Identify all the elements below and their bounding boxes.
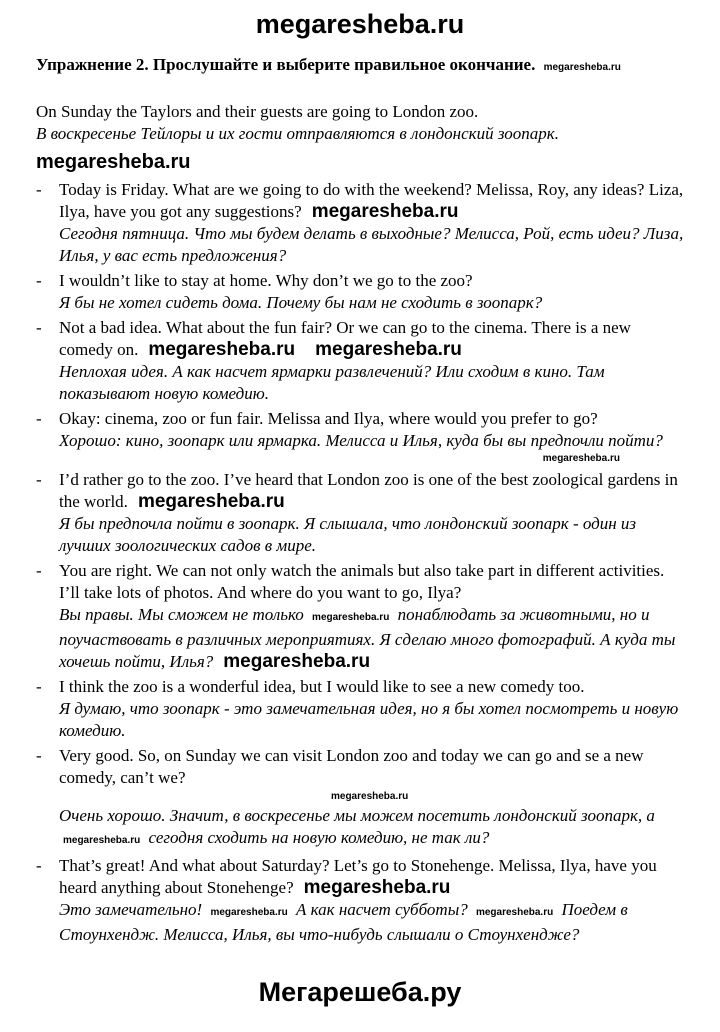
dialogue-en-line [59, 676, 684, 698]
dialogue-ru-line [59, 292, 684, 314]
text-segment: Я бы не хотел сидеть дома. Почему бы нам не сходить в зоопарк? [59, 293, 543, 312]
dialogue-item-body [59, 745, 684, 852]
page-header [36, 8, 684, 40]
watermark: megaresheba.ru [312, 612, 390, 623]
dialogue-item [36, 855, 684, 946]
watermark: megaresheba.ru [475, 907, 554, 918]
dash-marker: - [36, 746, 42, 765]
dialogue-item-body [59, 408, 684, 466]
watermark: megaresheba.ru [210, 907, 288, 918]
dialogue-ru-line [59, 698, 684, 742]
watermark: megaresheba.ru [542, 453, 620, 464]
dialogue-item-body [59, 270, 684, 314]
text-segment: Вы правы. Мы сможем не только [59, 605, 309, 624]
dialogue-en-line [59, 408, 684, 430]
watermark: megaresheba.ru [543, 62, 621, 73]
watermark: megaresheba.ru [315, 339, 462, 360]
dialogue-ru-line [59, 513, 684, 557]
intro-ru: В воскресенье Тейлоры и их гости отправляются в лондонский зоопарк. [36, 124, 559, 143]
text-segment: Я бы предпочла пойти в зоопарк. Я слышала, что лондонский зоопарк - один из лучших зоологических садов в мире. [59, 514, 637, 555]
text-segment: I think the zoo is a wonderful idea, but I would like to see a new comedy too. [59, 677, 585, 696]
text-segment: Today is Friday. What are we going to do with the weekend? Melissa, Roy, any ideas? Liza, Ilya, have you got any suggestions? [59, 180, 684, 221]
dialogue-item-body [59, 855, 684, 946]
text-segment: понаблюдать за животными, но и поучаствовать в различных мероприятиях. Я сделаю много фотографий. А куда ты хочешь пойти, Илья? [59, 605, 676, 671]
dash-marker: - [36, 318, 42, 337]
dialogue-en-line [59, 560, 684, 604]
dialogue-list [36, 179, 684, 946]
dialogue-item [36, 745, 684, 852]
text-segment: Very good. So, on Sunday we can visit London zoo and today we can go and se a new comedy, can’t we? [59, 746, 644, 787]
text-segment: You are right. We can not only watch the animals but also take part in different activities. I’ll take lots of photos. And where do you want to go, Ilya? [59, 561, 665, 602]
watermark: megaresheba.ru [36, 151, 191, 173]
dialogue-item [36, 270, 684, 314]
dash-marker: - [36, 180, 42, 199]
watermark: megaresheba.ru [148, 339, 296, 360]
dialogue-en-line [59, 270, 684, 292]
text-segment: Okay: cinema, zoo or fun fair. Melissa and Ilya, where would you prefer to go? [59, 409, 598, 428]
text-segment: Очень хорошо. Значит, в воскресенье мы можем посетить лондонский зоопарк, а [59, 806, 655, 825]
watermark: megaresheba.ru [311, 201, 459, 222]
dialogue-item-body [59, 179, 684, 267]
dialogue-item [36, 560, 684, 673]
text-segment: Я думаю, что зоопарк - это замечательная идея, но я бы хотел посмотреть и новую комедию. [59, 699, 679, 740]
watermark: megaresheba.ru [63, 835, 141, 846]
dialogue-ru-line [59, 899, 684, 946]
dialogue-ru-line [59, 223, 684, 267]
dialogue-en-line [59, 179, 684, 223]
dash-marker: - [36, 561, 42, 580]
dialogue-ru-line [59, 430, 684, 452]
dash-marker: - [36, 677, 42, 696]
watermark: megaresheba.ru [331, 791, 409, 802]
exercise-title: Упражнение 2. Прослушайте и выберите правильное окончание. [36, 55, 536, 74]
text-segment: I wouldn’t like to stay at home. Why don’t we go to the zoo? [59, 271, 473, 290]
dialogue-item-body [59, 560, 684, 673]
dialogue-ru-line [59, 805, 684, 852]
dialogue-en-line [59, 469, 684, 513]
dash-marker: - [36, 271, 42, 290]
dialogue-item-body [59, 676, 684, 742]
intro-section [36, 101, 684, 173]
text-segment: Not a bad idea. What about the fun fair? Or we can go to the cinema. There is a new comedy on. [59, 318, 631, 359]
dialogue-item-body [59, 469, 684, 557]
text-segment: Неплохая идея. А как насчет ярмарки развлечений? Или сходим в кино. Там показывают новую комедию. [59, 362, 605, 403]
watermark: megaresheba.ru [223, 651, 371, 672]
site-brand-footer: Мегарешеба.ру [258, 977, 462, 1007]
text-segment: Хорошо: кино, зоопарк или ярмарка. Мелисса и Илья, куда бы вы предпочли пойти? [59, 431, 663, 450]
text-segment: That’s great! And what about Saturday? Let’s go to Stonehenge. Melissa, Ilya, have you heard anything about Stonehenge? [59, 856, 657, 897]
intro-en: On Sunday the Taylors and their guests are going to London zoo. [36, 102, 479, 121]
dialogue-item-body [59, 317, 684, 405]
dialogue-en-line [59, 745, 684, 789]
dialogue-ru-line [59, 361, 684, 405]
site-watermark-header: megaresheba.ru [255, 9, 465, 39]
text-segment: Сегодня пятница. Что мы будем делать в выходные? Мелисса, Рой, есть идеи? Лиза, Илья, у вас есть предложения? [59, 224, 684, 265]
dialogue-item [36, 179, 684, 267]
text-segment: I’d rather go to the zoo. I’ve heard that London zoo is one of the best zoological gardens in the world. [59, 470, 678, 511]
dialogue-item [36, 317, 684, 405]
dash-marker: - [36, 409, 42, 428]
dialogue-item [36, 676, 684, 742]
watermark: megaresheba.ru [303, 877, 451, 898]
text-segment: сегодня сходить на новую комедию, не так ли? [144, 828, 490, 847]
text-segment: Поедем в Стоунхендж. Мелисса, Илья, вы что-нибудь слышали о Стоунхендже? [59, 900, 628, 944]
watermark: megaresheba.ru [137, 491, 285, 512]
dialogue-item [36, 408, 684, 466]
dash-marker: - [36, 856, 42, 875]
text-segment: Это замечательно! [59, 900, 207, 919]
exercise-title-row [36, 54, 684, 79]
dialogue-en-line [59, 855, 684, 899]
dialogue-ru-line [59, 604, 684, 673]
dialogue-en-line [59, 317, 684, 361]
dash-marker: - [36, 470, 42, 489]
page-footer [36, 976, 684, 1008]
text-segment: А как насчет субботы? [291, 900, 472, 919]
dialogue-item [36, 469, 684, 557]
